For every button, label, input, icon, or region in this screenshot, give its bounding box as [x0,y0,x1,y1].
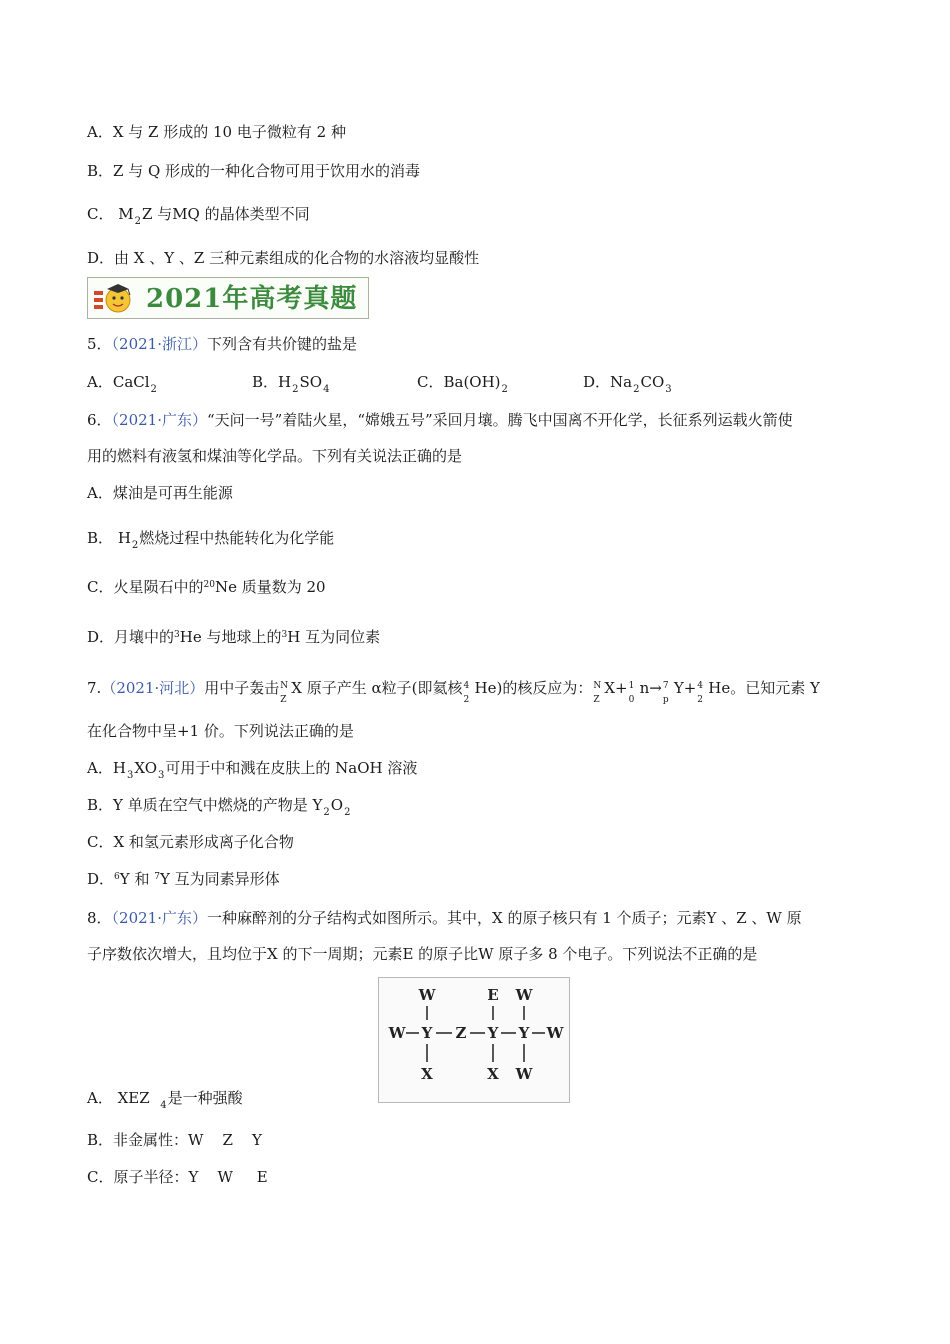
option-label: C． [87,833,114,851]
formula-part: XEZ [117,1089,150,1107]
question-number: 6． [87,411,112,429]
question-8-option-b [87,1129,262,1151]
formula-part: M [118,205,134,223]
option-label: B． [87,162,114,180]
prev-option-c [87,203,310,228]
option-label: B． [87,1131,114,1149]
nuclide-notation [463,677,475,705]
subscript: 4 [323,384,330,395]
mass-number: 4 [463,681,470,691]
subscript: 3 [158,770,165,781]
question-7-stem-line2: 在化合物中呈+1 价。下列说法正确的是 [87,722,354,740]
prev-option-a [87,121,346,143]
option-text: 互为同素异形体 [169,870,280,888]
question-6-stem-line1 [87,409,793,431]
option-text: 与地球上的 [201,628,282,646]
option-label: D． [87,628,115,646]
superscript: 3 [281,630,288,640]
formula-part: H [112,759,126,777]
question-text: 用中子轰击 [204,679,280,697]
subscript: 2 [633,384,640,395]
nuclide-notation [662,677,674,705]
element-symbol: He [474,679,497,697]
subscript: 2 [150,384,157,395]
option-label: C． [417,373,444,391]
question-text: 。已知元素 Y [730,679,820,697]
formula-part: Na [610,373,633,391]
option-label: A． [87,373,113,391]
question-number: 7. [87,679,102,697]
mass-number: N [280,681,289,691]
element-symbol: X+ [604,679,628,697]
option-label: C． [87,578,114,596]
prev-option-b [87,160,420,182]
question-8-stem-line2: 子序数依次增大，且均位于X 的下一周期；元素E 的原子比W 原子多 8 个电子。下列说法不正确的是 [87,945,758,963]
question-5-stem [87,333,357,355]
atom-mid-5: Y [518,1024,530,1042]
atom-bottom-1: X [421,1065,433,1083]
question-7-option-c [87,831,294,853]
option-label: B． [87,529,114,547]
question-source: （2021·浙江） [111,335,207,353]
option-text: 非金属性：W Z Y [113,1131,262,1149]
superscript: 7 [154,872,160,882]
element-symbol: Ne [214,578,237,596]
question-5-option-d [583,371,673,396]
question-source: （2021·广东） [111,909,207,927]
question-6-stem-line2: 用的燃料有液氢和煤油等化学品。下列有关说法正确的是 [87,447,463,465]
option-label: B． [252,373,279,391]
atomic-number: Z [280,695,287,705]
option-text: 和 [129,870,155,888]
option-label: B． [87,796,114,814]
question-7-option-d [87,868,280,893]
atom-top-1: W [418,986,436,1004]
element-symbol: H [287,628,301,646]
question-6-option-c [87,576,326,601]
option-label: A． [87,123,113,141]
option-text: 可用于中和溅在皮肤上的 NaOH 溶液 [165,759,418,777]
option-text: 火星陨石中的 [113,578,204,596]
superscript: 6 [114,872,120,882]
question-7-option-b [87,794,351,819]
atom-bottom-3: W [515,1065,533,1083]
mass-number: N [593,681,602,691]
section-banner [87,277,369,319]
formula-part: H [278,373,292,391]
option-label: D． [87,249,115,267]
atom-mid-3: Z [455,1024,467,1042]
subscript: 2 [323,807,330,818]
atomic-number: Z [593,695,600,705]
atomic-number: p [662,695,669,705]
structure-diagram [379,978,569,1102]
question-7-option-a [87,757,417,782]
subscript: 3 [665,384,672,395]
formula-part: XO [134,759,158,777]
question-text: 原子产生 α粒子(即氦核 [301,679,463,697]
subscript: 2 [344,807,351,818]
banner-title: 2021年高考真题 [146,284,358,314]
element-symbol: n→ [639,679,662,697]
option-label: A． [87,1089,113,1107]
option-text: Z 与 Q 形成的一种化合物可用于饮用水的消毒 [113,162,421,180]
element-symbol: He [708,679,731,697]
atom-mid-1: W [388,1024,406,1042]
option-label: D． [583,373,611,391]
option-text: X 与 Z 形成的 10 电子微粒有 2 种 [112,123,346,141]
question-8-option-a [87,1087,243,1112]
superscript: 20 [203,580,215,590]
option-text: 由 X 、Y 、Z 三种元素组成的化合物的水溶液均显酸性 [114,249,480,267]
element-symbol: Y [119,870,130,888]
atom-mid-6: W [546,1024,564,1042]
question-7-stem-line1 [87,677,820,705]
question-number: 8． [87,909,112,927]
option-text: X 和氢元素形成离子化合物 [113,833,294,851]
question-5-option-c [417,371,509,396]
question-5-option-a [87,371,158,396]
mass-number: 1 [628,681,635,691]
atomic-number: 0 [628,695,635,705]
nuclide-notation [279,677,291,705]
atom-mid-2: Y [421,1024,433,1042]
option-label: C． [87,1168,114,1186]
option-label: D． [87,870,115,888]
subscript: 2 [501,384,508,395]
nuclide-notation [628,677,640,705]
question-text: )的核反应为： [496,679,593,697]
subscript: 2 [134,216,141,227]
subscript: 4 [160,1100,167,1111]
option-text: Y 单质在空气中燃烧的产物是 Y [113,796,323,814]
atomic-number: 2 [697,695,704,705]
option-text: 质量数为 20 [236,578,326,596]
question-8-stem-line1 [87,907,802,929]
molecular-structure-figure [378,977,570,1103]
question-source: （2021·广东） [111,411,207,429]
question-6-option-b [87,527,334,552]
superscript: 3 [174,630,180,640]
option-text: Z 与MQ 的晶体类型不同 [142,205,310,223]
question-text: “天问一号”着陆火星，“嫦娥五号”采回月壤。腾飞中国离不开化学，长征系列运载火箭使 [207,411,793,429]
question-text: 一种麻醉剂的分子结构式如图所示。其中，X 的原子核只有 1 个质子；元素Y 、Z 、W 原 [207,909,802,927]
nuclide-notation [696,677,708,705]
option-text: 燃烧过程中热能转化为化学能 [139,529,335,547]
atom-mid-4: Y [487,1024,499,1042]
element-symbol: X [291,679,302,697]
option-label: A． [87,484,113,502]
question-6-option-a [87,482,233,504]
subscript: 2 [131,540,139,551]
formula-part: CO [640,373,665,391]
option-label: A． [87,759,113,777]
mascot-logo-icon [92,281,138,315]
mass-number: 7 [662,681,669,691]
option-text: 是一种强酸 [167,1089,243,1107]
formula-part: Ba(OH) [443,373,501,391]
subscript: 2 [292,384,299,395]
option-text: 月壤中的 [114,628,175,646]
option-text: 煤油是可再生能源 [112,484,233,502]
mass-number: 4 [697,681,704,691]
prev-option-d [87,247,479,269]
atom-top-2: E [487,986,499,1004]
question-8-option-c [87,1166,268,1188]
option-label: C． [87,205,114,223]
element-symbol: He [179,628,202,646]
formula-part: CaCl [112,373,150,391]
option-text: 原子半径：Y W E [113,1168,268,1186]
question-text: 下列含有共价键的盐是 [207,335,358,353]
atom-bottom-2: X [487,1065,499,1083]
formula-part: O [330,796,344,814]
atom-top-3: W [515,986,533,1004]
option-text: 互为同位素 [300,628,381,646]
element-symbol: Y [159,870,170,888]
question-number: 5． [87,335,112,353]
element-symbol: Y+ [673,679,697,697]
question-5-option-b [252,371,330,396]
atomic-number: 2 [463,695,470,705]
nuclide-notation [592,677,604,705]
formula-part: H [117,529,131,547]
formula-part: SO [299,373,323,391]
subscript: 3 [126,770,134,781]
question-source: （2021·河北） [101,679,205,697]
question-6-option-d [87,626,380,651]
